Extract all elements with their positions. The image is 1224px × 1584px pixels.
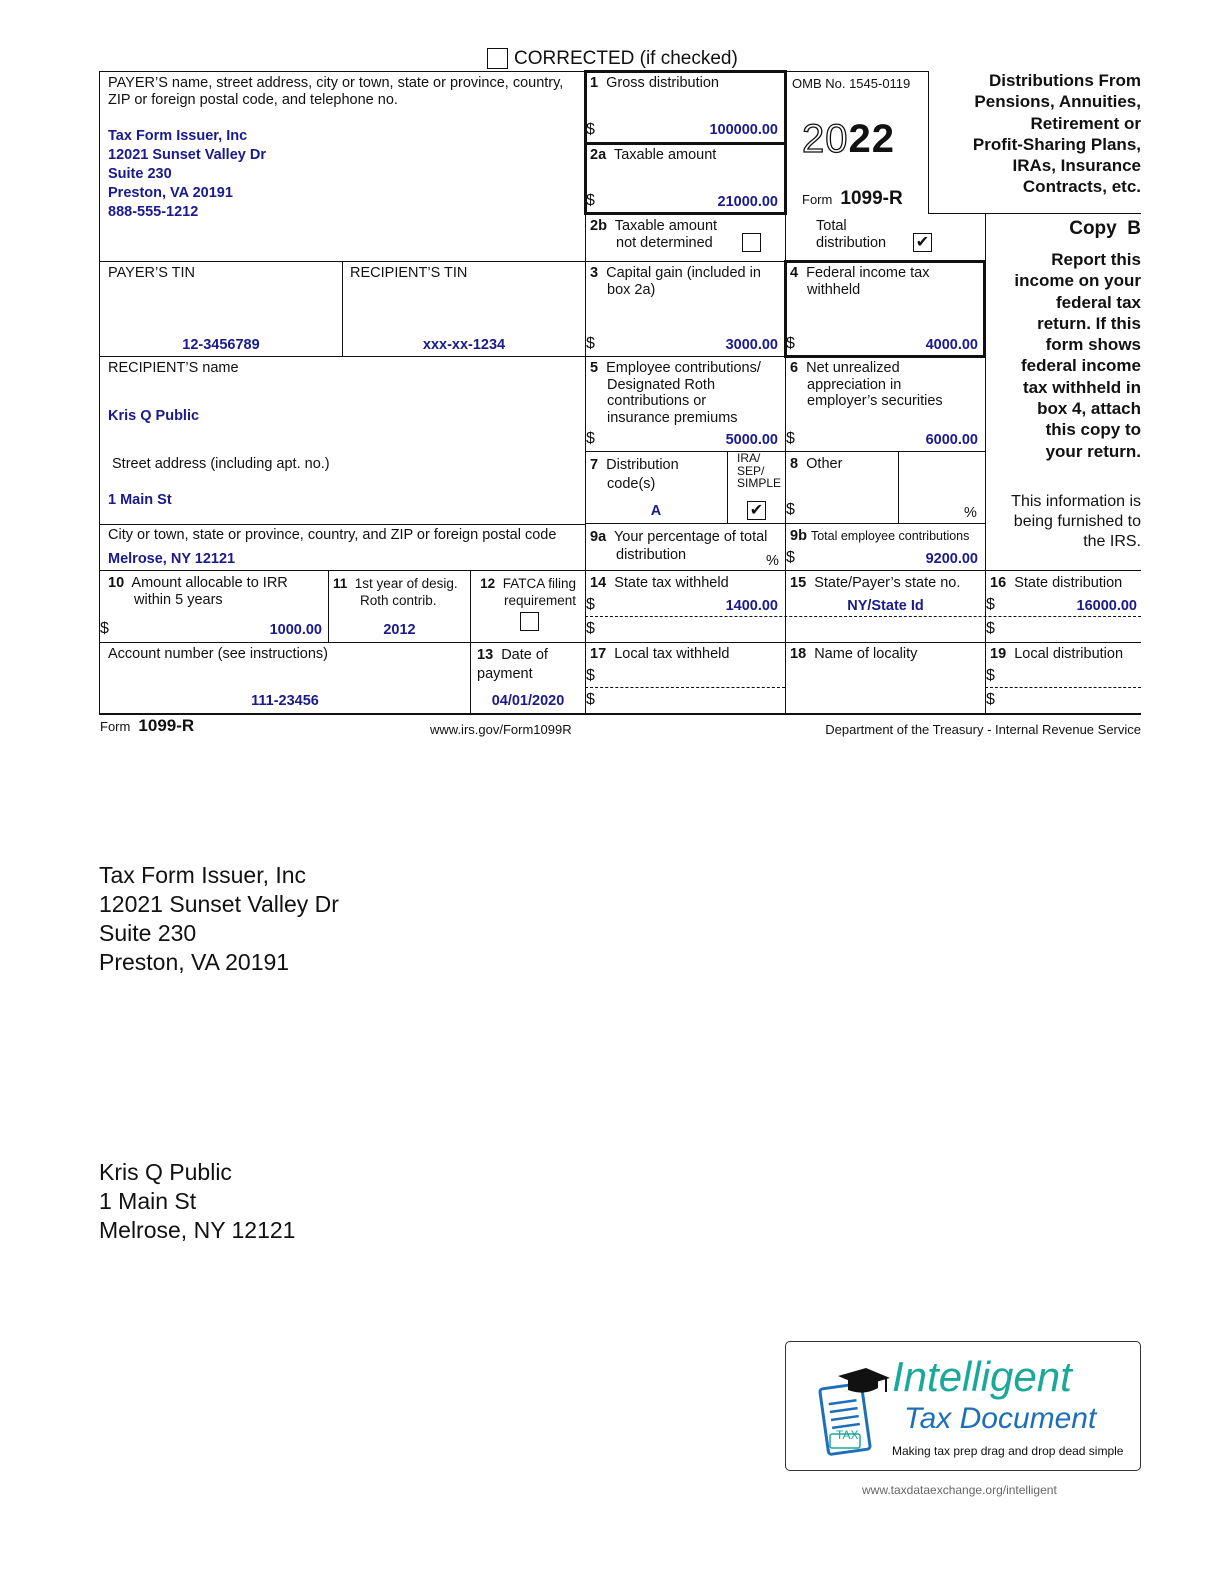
box6-dollar: $ (786, 430, 795, 447)
furnished-notice: This information is being furnished to the IRS. (1011, 493, 1141, 550)
fatca-checkbox[interactable] (520, 612, 539, 631)
recipient-city: Melrose, NY 12121 (108, 551, 236, 567)
box19-label: 19 Local distribution (990, 646, 1124, 662)
payer-label: PAYER’S name, street address, city or town, state or province, country, ZIP or foreign postal code, and telephone no. (108, 75, 564, 108)
box17-dollar: $ (586, 667, 595, 684)
logo-tagline: Making tax prep drag and drop dead simple (892, 1444, 1124, 1458)
box14-dollar-2: $ (586, 620, 595, 637)
box18-label: 18 Name of locality (790, 646, 918, 662)
logo-url: www.taxdataexchange.org/intelligent (862, 1483, 1057, 1497)
box10-value: 1000.00 (269, 622, 322, 638)
box6-label: 6 Net unrealized appreciation in employer’s securities (790, 360, 943, 409)
copy-label: Copy B (1069, 218, 1141, 239)
mail-from-address: Tax Form Issuer, Inc 12021 Sunset Valley Dr Suite 230 Preston, VA 20191 (99, 862, 339, 975)
form-id-top: Form 1099-R (802, 188, 903, 209)
recipient-tin-value: xxx-xx-1234 (422, 337, 506, 353)
box2a-value: 21000.00 (717, 194, 778, 210)
box1-value: 100000.00 (709, 122, 778, 138)
box9b-dollar: $ (786, 549, 795, 566)
box5-dollar: $ (586, 430, 595, 447)
payer-tin-value: 12-3456789 (182, 337, 260, 353)
box17-label: 17 Local tax withheld (590, 646, 730, 662)
box15-value: NY/State Id (847, 598, 924, 614)
recipient-name-label: RECIPIENT’S name (108, 360, 239, 376)
box14-dollar: $ (586, 596, 595, 613)
recipient-tin-label: RECIPIENT’S TIN (350, 265, 468, 281)
box15-label: 15 State/Payer’s state no. (790, 575, 961, 591)
box16-value: 16000.00 (1076, 598, 1137, 614)
payer-city: Preston, VA 20191 (108, 185, 233, 201)
logo-title-taxdoc: Tax Document (904, 1402, 1097, 1435)
box3-value: 3000.00 (725, 337, 778, 353)
box14-label: 14 State tax withheld (590, 575, 729, 591)
box11-label: 11 1st year of desig. Roth contrib. (333, 576, 458, 608)
corrected-label: CORRECTED (if checked) (514, 48, 738, 69)
payer-name: Tax Form Issuer, Inc (108, 128, 248, 144)
report-instructions: Report this income on your federal tax return. If this form shows federal income tax withheld in box 4, attach this copy to your return. (1014, 250, 1141, 461)
box3-label: 3 Capital gain (included in box 2a) (590, 265, 761, 298)
box3-dollar: $ (586, 335, 595, 352)
recipient-name: Kris Q Public (108, 408, 200, 424)
box6-value: 6000.00 (925, 432, 978, 448)
logo-title-intelligent: Intelligent (892, 1353, 1072, 1400)
logo-box (785, 1341, 1141, 1471)
total-distribution-checkbox[interactable]: ✔ (913, 233, 932, 252)
box5-label: 5 Employee contributions/ Designated Roth contributions or insurance premiums (590, 360, 761, 426)
recipient-street-label: Street address (including apt. no.) (112, 456, 330, 472)
box9a-percent: % (766, 553, 779, 569)
account-number-label: Account number (see instructions) (108, 646, 329, 662)
box14-value: 1400.00 (725, 598, 778, 614)
box8-dollar: $ (786, 501, 795, 518)
box2a-dollar: $ (586, 192, 595, 209)
box13-value: 04/01/2020 (491, 693, 565, 709)
box1-dollar: $ (586, 121, 595, 138)
ira-sep-simple-label: IRA/ SEP/ SIMPLE (737, 451, 782, 490)
corrected-checkbox[interactable] (487, 48, 508, 69)
box9b-label: 9b Total employee contributions (790, 528, 970, 544)
box2a-label: 2a Taxable amount (590, 147, 717, 163)
box19-dollar-2: $ (986, 691, 995, 708)
box7-value: A (650, 503, 662, 519)
irs-url: www.irs.gov/Form1099R (430, 722, 572, 737)
box19-dollar: $ (986, 667, 995, 684)
recipient-street: 1 Main St (108, 492, 172, 508)
box5-value: 5000.00 (725, 432, 778, 448)
box11-value: 2012 (383, 622, 416, 638)
box16-label: 16 State distribution (990, 575, 1123, 591)
box9b-value: 9200.00 (925, 551, 978, 567)
omb-number: OMB No. 1545-0119 (792, 76, 911, 91)
box8-percent: % (964, 505, 977, 521)
box8-label: 8 Other (790, 456, 843, 472)
payer-street: 12021 Sunset Valley Dr (108, 147, 266, 163)
payer-suite: Suite 230 (108, 166, 172, 182)
account-number-value: 111-23456 (251, 693, 319, 709)
box12-label: 12 FATCA filing requirement (480, 576, 576, 608)
total-distribution-label: Total distribution (816, 218, 887, 251)
form-title: Distributions From Pensions, Annuities, Retirement or Profit-Sharing Plans, IRAs, Insurance Contracts, etc. (972, 71, 1141, 197)
payer-tin-label: PAYER’S TIN (108, 265, 196, 281)
box7-label: 7 Distribution code(s) (590, 457, 679, 492)
ira-sep-simple-checkbox[interactable]: ✔ (747, 501, 766, 520)
box17-dollar-2: $ (586, 691, 595, 708)
recipient-city-label: City or town, state or province, country, and ZIP or foreign postal code (108, 527, 557, 543)
box10-dollar: $ (100, 620, 109, 637)
department-line: Department of the Treasury - Internal Revenue Service (825, 722, 1141, 737)
tax-year: 2022 (802, 117, 895, 161)
box4-label: 4 Federal income tax withheld (790, 265, 930, 298)
logo-icon-text: TAX (836, 1428, 859, 1442)
box1-label: 1 Gross distribution (590, 75, 719, 91)
box10-label: 10 Amount allocable to IRR within 5 years (108, 575, 288, 608)
box4-value: 4000.00 (925, 337, 978, 353)
box13-label: 13 Date of payment (477, 647, 548, 682)
box16-dollar: $ (986, 596, 995, 613)
box2b-label: 2b Taxable amount not determined (590, 218, 718, 251)
box4-dollar: $ (786, 335, 795, 352)
form-id-footer: Form 1099-R (100, 716, 195, 735)
mail-to-address: Kris Q Public 1 Main St Melrose, NY 12121 (99, 1159, 296, 1243)
box9a-label: 9a Your percentage of total distribution (590, 529, 768, 563)
box2b-checkbox[interactable] (742, 233, 761, 252)
tax-document-icon (808, 1364, 894, 1464)
box16-dollar-2: $ (986, 620, 995, 637)
payer-phone: 888-555-1212 (108, 204, 199, 220)
